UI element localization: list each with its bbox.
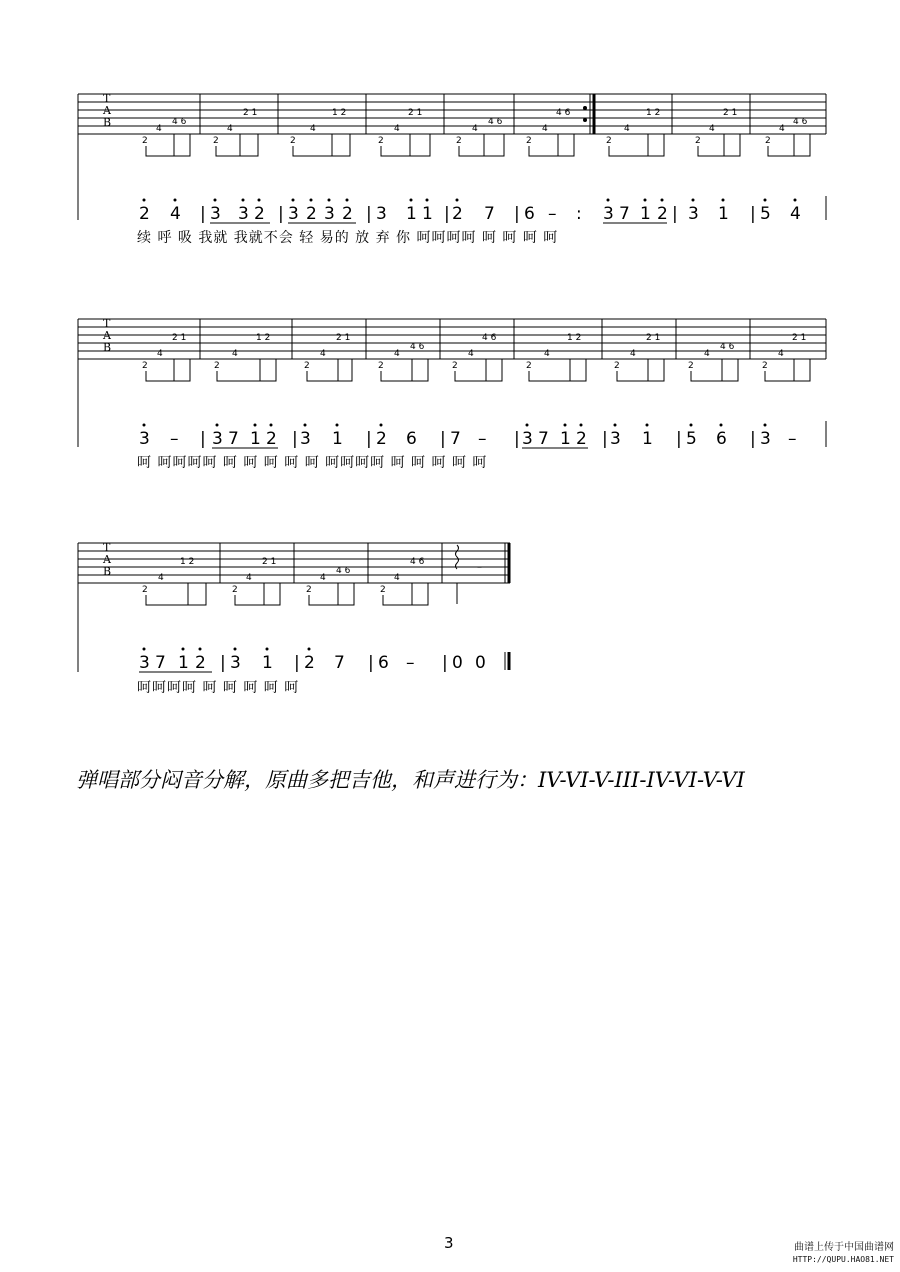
svg-text:|: | — [442, 653, 448, 673]
svg-text:2 1: 2 1 — [336, 333, 351, 343]
svg-text:2: 2 — [304, 361, 310, 371]
svg-text:1: 1 — [718, 204, 729, 224]
tab-clef-letter: B — [103, 565, 112, 578]
svg-text:|: | — [440, 429, 446, 449]
svg-text:2: 2 — [606, 136, 612, 146]
svg-text:2: 2 — [306, 204, 317, 224]
svg-text:|: | — [368, 653, 374, 673]
svg-text:6: 6 — [716, 429, 727, 449]
svg-text:4: 4 — [709, 124, 715, 134]
svg-text:2: 2 — [657, 204, 668, 224]
svg-text:2: 2 — [214, 361, 220, 371]
svg-text:4 6: 4 6 — [410, 342, 425, 352]
svg-text:4: 4 — [472, 124, 478, 134]
svg-text:4: 4 — [544, 349, 550, 359]
svg-text:4: 4 — [624, 124, 630, 134]
svg-text:3: 3 — [522, 429, 533, 449]
svg-text:|: | — [676, 429, 682, 449]
tab-clef-1 — [103, 93, 111, 129]
svg-text:2: 2 — [452, 204, 463, 224]
svg-text:1 2: 1 2 — [180, 557, 195, 567]
svg-text:7: 7 — [155, 653, 166, 673]
svg-text:4: 4 — [156, 124, 162, 134]
svg-text:3: 3 — [230, 653, 241, 673]
svg-text:2: 2 — [142, 585, 148, 595]
svg-text:2: 2 — [266, 429, 277, 449]
tab-clef-letter: A — [103, 553, 111, 566]
svg-text:4: 4 — [790, 204, 801, 224]
svg-text:|: | — [366, 429, 372, 449]
svg-text:4 6: 4 6 — [793, 117, 808, 127]
svg-text:4: 4 — [158, 573, 164, 583]
svg-text:2: 2 — [342, 204, 353, 224]
svg-text:2: 2 — [142, 361, 148, 371]
svg-text:4 6: 4 6 — [172, 117, 187, 127]
svg-text:2: 2 — [306, 585, 312, 595]
svg-text:4: 4 — [157, 349, 163, 359]
tab-clef-2 — [103, 318, 111, 354]
svg-text:|: | — [750, 429, 756, 449]
svg-text:4 6: 4 6 — [556, 108, 571, 118]
svg-text::: : — [576, 204, 582, 224]
svg-text:3: 3 — [139, 429, 150, 449]
svg-text:|: | — [200, 204, 206, 224]
svg-text:3: 3 — [300, 429, 311, 449]
svg-text:2: 2 — [526, 136, 532, 146]
svg-text:4 6: 4 6 — [410, 557, 425, 567]
svg-text:4 6: 4 6 — [720, 342, 735, 352]
svg-text:3: 3 — [238, 204, 249, 224]
svg-text:4 6: 4 6 — [336, 566, 351, 576]
svg-text:0: 0 — [452, 653, 463, 673]
svg-text:2: 2 — [195, 653, 206, 673]
svg-text:|: | — [514, 204, 520, 224]
svg-text:2: 2 — [139, 204, 150, 224]
svg-text:2: 2 — [765, 136, 771, 146]
svg-text:3: 3 — [688, 204, 699, 224]
svg-text:2: 2 — [762, 361, 768, 371]
svg-text:2: 2 — [576, 429, 587, 449]
tab-clef-3 — [103, 542, 111, 578]
svg-text:1 2: 1 2 — [567, 333, 582, 343]
svg-text:4: 4 — [704, 349, 710, 359]
svg-text:2: 2 — [142, 136, 148, 146]
svg-text:–: – — [548, 204, 557, 224]
watermark-url: HTTP://QUPU.HAO81.NET — [792, 1255, 894, 1264]
svg-text:|: | — [278, 204, 284, 224]
page-number: 3 — [444, 1234, 454, 1252]
svg-text:1: 1 — [250, 429, 261, 449]
svg-text:2 1: 2 1 — [172, 333, 187, 343]
svg-text:2 1: 2 1 — [262, 557, 277, 567]
svg-text:1: 1 — [178, 653, 189, 673]
svg-text:2 1: 2 1 — [646, 333, 661, 343]
svg-text:1: 1 — [640, 204, 651, 224]
svg-text:4 6: 4 6 — [488, 117, 503, 127]
lyrics-line-2: 呵 呵呵呵呵 呵 呵 呵 呵 呵 呵呵呵呵 呵 呵 呵 呵 呵 — [137, 455, 488, 471]
svg-text:2 1: 2 1 — [792, 333, 807, 343]
lyrics-line-3: 呵呵呵呵 呵 呵 呵 呵 呵 — [137, 680, 300, 696]
tab-clef-letter: T — [103, 92, 111, 105]
svg-text:4: 4 — [394, 124, 400, 134]
svg-text:1: 1 — [262, 653, 273, 673]
svg-text:|: | — [292, 429, 298, 449]
svg-text:5: 5 — [686, 429, 697, 449]
tab-clef-letter: A — [103, 329, 111, 342]
svg-text:2 1: 2 1 — [723, 108, 738, 118]
svg-text:3: 3 — [610, 429, 621, 449]
svg-text:|: | — [220, 653, 226, 673]
svg-text:1: 1 — [422, 204, 433, 224]
svg-text:0: 0 — [475, 653, 486, 673]
svg-text:2: 2 — [456, 136, 462, 146]
svg-text:4: 4 — [320, 573, 326, 583]
svg-text:1: 1 — [560, 429, 571, 449]
svg-text:3: 3 — [760, 429, 771, 449]
svg-text:2 1: 2 1 — [243, 108, 258, 118]
svg-text:3: 3 — [603, 204, 614, 224]
svg-text:4: 4 — [246, 573, 252, 583]
svg-text:1 2: 1 2 — [256, 333, 271, 343]
svg-text:4: 4 — [310, 124, 316, 134]
svg-text:1 2: 1 2 — [646, 108, 661, 118]
svg-text:2: 2 — [232, 585, 238, 595]
svg-text:|: | — [672, 204, 678, 224]
svg-text:4: 4 — [227, 124, 233, 134]
svg-text:2: 2 — [378, 361, 384, 371]
svg-text:2: 2 — [688, 361, 694, 371]
svg-text:1 2: 1 2 — [332, 108, 347, 118]
svg-text:4: 4 — [630, 349, 636, 359]
svg-text:7: 7 — [619, 204, 630, 224]
svg-text:7: 7 — [538, 429, 549, 449]
svg-text:2: 2 — [378, 136, 384, 146]
svg-text:|: | — [366, 204, 372, 224]
svg-text:|: | — [514, 429, 520, 449]
svg-text:2: 2 — [452, 361, 458, 371]
svg-text:2: 2 — [614, 361, 620, 371]
tab-clef-letter: A — [103, 104, 111, 117]
svg-text:3: 3 — [324, 204, 335, 224]
svg-text:3: 3 — [139, 653, 150, 673]
svg-text:3: 3 — [212, 429, 223, 449]
svg-text:–: – — [788, 429, 797, 449]
site-watermark — [793, 1242, 894, 1266]
svg-text:2: 2 — [254, 204, 265, 224]
watermark-site: 曲谱上传于中国曲谱网 — [794, 1242, 894, 1253]
svg-text:7: 7 — [450, 429, 461, 449]
svg-text:1: 1 — [332, 429, 343, 449]
svg-text:3: 3 — [210, 204, 221, 224]
svg-text:4: 4 — [170, 204, 181, 224]
svg-text:6: 6 — [524, 204, 535, 224]
svg-text:6: 6 — [406, 429, 417, 449]
svg-text:4: 4 — [232, 349, 238, 359]
svg-text:4: 4 — [542, 124, 548, 134]
svg-text:2 1: 2 1 — [408, 108, 423, 118]
tab-clef-letter: T — [103, 541, 111, 554]
svg-text:5: 5 — [760, 204, 771, 224]
svg-text:2: 2 — [304, 653, 315, 673]
svg-text:2: 2 — [526, 361, 532, 371]
svg-text:–: – — [477, 562, 482, 573]
svg-text:3: 3 — [376, 204, 387, 224]
svg-text:2: 2 — [376, 429, 387, 449]
svg-text:4: 4 — [320, 349, 326, 359]
svg-text:|: | — [200, 429, 206, 449]
svg-text:6: 6 — [378, 653, 389, 673]
svg-text:|: | — [602, 429, 608, 449]
svg-text:1: 1 — [406, 204, 417, 224]
tab-clef-letter: B — [103, 341, 112, 354]
svg-text:7: 7 — [334, 653, 345, 673]
svg-text:–: – — [170, 429, 179, 449]
tab-clef-letter: B — [103, 116, 112, 129]
svg-text:7: 7 — [228, 429, 239, 449]
svg-text:3: 3 — [288, 204, 299, 224]
tab-clef-letter: T — [103, 317, 111, 330]
svg-text:4: 4 — [394, 573, 400, 583]
svg-text:4: 4 — [394, 349, 400, 359]
svg-text:|: | — [750, 204, 756, 224]
svg-text:2: 2 — [290, 136, 296, 146]
svg-text:1: 1 — [642, 429, 653, 449]
svg-text:4: 4 — [468, 349, 474, 359]
svg-text:7: 7 — [484, 204, 495, 224]
svg-text:–: – — [406, 653, 415, 673]
svg-text:4: 4 — [779, 124, 785, 134]
svg-text:|: | — [444, 204, 450, 224]
svg-text:|: | — [294, 653, 300, 673]
svg-text:2: 2 — [380, 585, 386, 595]
svg-text:2: 2 — [695, 136, 701, 146]
svg-text:–: – — [478, 429, 487, 449]
arrangement-comment: 弹唱部分闷音分解，原曲多把吉他，和声进行为：IV-VI-V-III-IV-VI-V-VI — [76, 768, 745, 792]
svg-text:2: 2 — [213, 136, 219, 146]
lyrics-line-1: 续 呼 吸 我就 我就不会 轻 易的 放 弃 你 呵呵呵呵 呵 呵 呵 呵 — [137, 230, 559, 246]
svg-text:4 6: 4 6 — [482, 333, 497, 343]
svg-text:4: 4 — [778, 349, 784, 359]
